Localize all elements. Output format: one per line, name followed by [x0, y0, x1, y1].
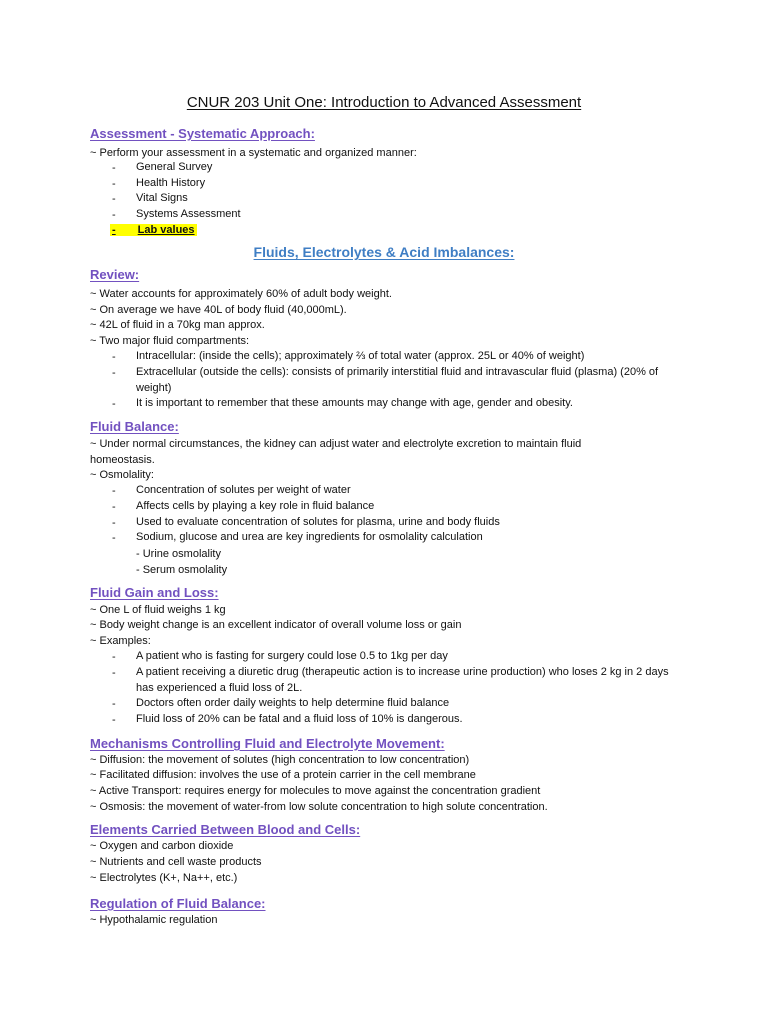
review-line: ~ On average we have 40L of body fluid (40,000mL).: [90, 304, 347, 316]
osmolality-label: ~ Osmolality:: [90, 469, 154, 481]
list-item: Intracellular: (inside the cells); approximately ⅔ of total water (approx. 25L or 40% of weight): [136, 350, 585, 362]
bullet-dash: -: [112, 367, 116, 379]
bullet-dash: -: [112, 532, 116, 544]
assessment-heading: Assessment - Systematic Approach:: [90, 126, 315, 141]
list-item: Extracellular (outside the cells): consists of primarily interstitial fluid and intravascular fluid (plasma) (20% of weight): [136, 366, 659, 394]
elements-heading: Elements Carried Between Blood and Cells:: [90, 822, 361, 837]
lab-values-label: Lab values: [118, 224, 197, 236]
bullet-dash: -: [112, 485, 116, 497]
fluids-subtitle: Fluids, Electrolytes & Acid Imbalances:: [253, 244, 515, 260]
sub-item: - Urine osmolality: [136, 548, 221, 560]
elements-line: ~ Oxygen and carbon dioxide: [90, 840, 234, 852]
list-item: Affects cells by playing a key role in fluid balance: [136, 500, 375, 512]
list-item: A patient who is fasting for surgery could lose 0.5 to 1kg per day: [136, 650, 448, 662]
elements-line: ~ Nutrients and cell waste products: [90, 856, 262, 868]
bullet-dash: -: [112, 501, 116, 513]
list-item: Doctors often order daily weights to help determine fluid balance: [136, 697, 450, 709]
mechanism-line: ~ Osmosis: the movement of water-from low solute concentration to high solute concentration.: [90, 801, 548, 813]
bullet-dash: -: [112, 351, 116, 363]
list-item: Systems Assessment: [136, 208, 241, 220]
mechanism-line: ~ Facilitated diffusion: involves the use of a protein carrier in the cell membrane: [90, 769, 476, 781]
bullet-dash: -: [112, 193, 116, 205]
regulation-heading: Regulation of Fluid Balance:: [90, 896, 266, 911]
elements-line: ~ Electrolytes (K+, Na++, etc.): [90, 872, 238, 884]
bullet-dash: -: [112, 178, 116, 190]
mechanism-line: ~ Diffusion: the movement of solutes (high concentration to low concentration): [90, 754, 470, 766]
list-item: Used to evaluate concentration of solutes for plasma, urine and body fluids: [136, 516, 500, 528]
review-heading: Review:: [90, 267, 140, 282]
bullet-dash: -: [112, 651, 116, 663]
list-item: General Survey: [136, 161, 213, 173]
list-item: Sodium, glucose and urea are key ingredients for osmolality calculation: [136, 531, 483, 543]
regulation-line: ~ Hypothalamic regulation: [90, 914, 218, 926]
review-line: ~ Two major fluid compartments:: [90, 335, 250, 347]
review-line: ~ 42L of fluid in a 70kg man approx.: [90, 319, 265, 331]
page-title: CNUR 203 Unit One: Introduction to Advanced Assessment: [186, 94, 582, 111]
fluid-balance-line: ~ Under normal circumstances, the kidney can adjust water and electrolyte excretion to maintain fluid homeostasis.: [90, 438, 582, 466]
gain-line: ~ One L of fluid weighs 1 kg: [90, 604, 226, 616]
list-item: It is important to remember that these amounts may change with age, gender and obesity.: [136, 397, 573, 409]
bullet-dash: -: [112, 398, 116, 410]
fluid-balance-heading: Fluid Balance:: [90, 419, 179, 434]
gain-line: ~ Examples:: [90, 635, 151, 647]
bullet-dash: -: [112, 209, 116, 221]
bullet-dash: -: [112, 162, 116, 174]
bullet-dash: -: [112, 714, 116, 726]
mechanism-line: ~ Active Transport: requires energy for molecules to move against the concentration gradient: [90, 785, 541, 797]
mechanisms-heading: Mechanisms Controlling Fluid and Electrolyte Movement:: [90, 736, 445, 751]
highlighted-item: - Lab values: [112, 224, 195, 236]
list-item: Fluid loss of 20% can be fatal and a fluid loss of 10% is dangerous.: [136, 713, 463, 725]
list-item: Concentration of solutes per weight of water: [136, 484, 351, 496]
list-item: A patient receiving a diuretic drug (therapeutic action is to increase urine production) who loses 2 kg in 2 days has experienced a fluid loss of 2L.: [136, 666, 669, 694]
bullet-dash: -: [112, 667, 116, 679]
gain-line: ~ Body weight change is an excellent indicator of overall volume loss or gain: [90, 619, 462, 631]
review-line: ~ Water accounts for approximately 60% of adult body weight.: [90, 288, 392, 300]
fluid-gain-heading: Fluid Gain and Loss:: [90, 585, 219, 600]
list-item: Vital Signs: [136, 192, 188, 204]
bullet-dash: -: [112, 517, 116, 529]
bullet-dash: -: [112, 698, 116, 710]
list-item: Health History: [136, 177, 206, 189]
sub-item: - Serum osmolality: [136, 564, 228, 576]
assessment-intro: ~ Perform your assessment in a systematic and organized manner:: [90, 147, 417, 159]
